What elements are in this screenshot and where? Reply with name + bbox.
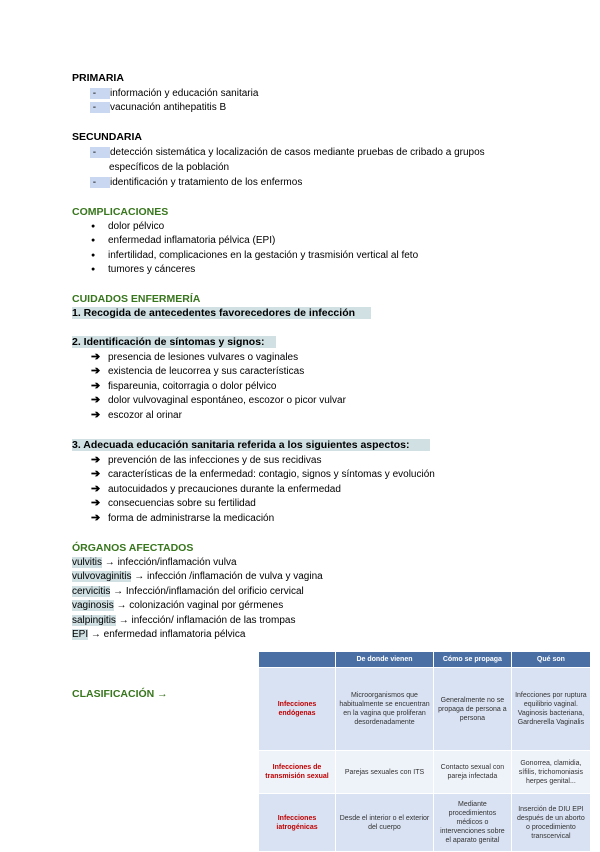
secundaria-title: SECUNDARIA	[72, 131, 143, 143]
table-cell: Parejas sexuales con ITS	[336, 751, 434, 794]
table-cell: Microorganismos que habitualmente se encuentran en la vagina que proliferan desordenadamente	[336, 668, 434, 751]
list-item: - detección sistemática y localización de casos mediante pruebas de cribado a grupos	[90, 147, 485, 158]
list-item: cervicitis → Infección/inflamación del orificio cervical	[72, 586, 304, 597]
section-heading: 3. Adecuada educación sanitaria referida a los siguientes aspectos:	[72, 439, 410, 451]
list-item: vaginosis → colonización vaginal por gérmenes	[72, 600, 284, 611]
row-header: Infecciones iatrogénicas	[259, 794, 336, 852]
table-header: Cómo se propaga	[434, 652, 512, 668]
section-heading: 1. Recogida de antecedentes favorecedores de infección	[72, 307, 356, 319]
clasificacion-table	[258, 651, 591, 852]
table-cell: Gonorrea, clamidia, sífilis, trichomoniasis herpes genital...	[511, 751, 590, 794]
cuidados-title: CUIDADOS ENFERMERÍA	[72, 293, 201, 305]
table-header: De donde vienen	[336, 652, 434, 668]
table-header	[259, 652, 336, 668]
section-heading: 2. Identificación de síntomas y signos:	[72, 336, 265, 348]
row-header: Infecciones de transmisión sexual	[259, 751, 336, 794]
list-item-continuation: específicos de la población	[109, 162, 230, 173]
table-cell: Desde el interior o el exterior del cuerpo	[336, 794, 434, 852]
table-row	[259, 751, 591, 794]
list-item: EPI → enfermedad inflamatoria pélvica	[72, 629, 246, 640]
list-item: - vacunación antihepatitis B	[90, 102, 227, 113]
table-row	[259, 794, 591, 852]
list-item: vulvitis → infección/inflamación vulva	[72, 557, 237, 568]
table-cell: Contacto sexual con pareja infectada	[434, 751, 512, 794]
table-cell: Generalmente no se propaga de persona a persona	[434, 668, 512, 751]
primaria-title: PRIMARIA	[72, 72, 124, 84]
list-item: - información y educación sanitaria	[90, 88, 259, 99]
table-cell: Inserción de DIU EPI después de un aborto o procedimiento transcervical	[511, 794, 590, 852]
table-cell: Mediante procedimientos médicos o intervenciones sobre el aparato genital	[434, 794, 512, 852]
list-item: - identificación y tratamiento de los enfermos	[90, 177, 303, 188]
list-item: vulvovaginitis → infección /inflamación de vulva y vagina	[72, 571, 323, 582]
table-header: Qué son	[511, 652, 590, 668]
table-row	[259, 668, 591, 751]
list-item: salpingitis → infección/ inflamación de las trompas	[72, 615, 296, 626]
row-header: Infecciones endógenas	[259, 668, 336, 751]
clasificacion-label: CLASIFICACIÓN →	[72, 688, 168, 700]
complicaciones-title: COMPLICACIONES	[72, 206, 169, 218]
table-cell: Infecciones por ruptura equilibrio vaginal. Vaginosis bacteriana, Gardnerella Vaginalis	[511, 668, 590, 751]
organos-title: ÓRGANOS AFECTADOS	[72, 542, 194, 554]
